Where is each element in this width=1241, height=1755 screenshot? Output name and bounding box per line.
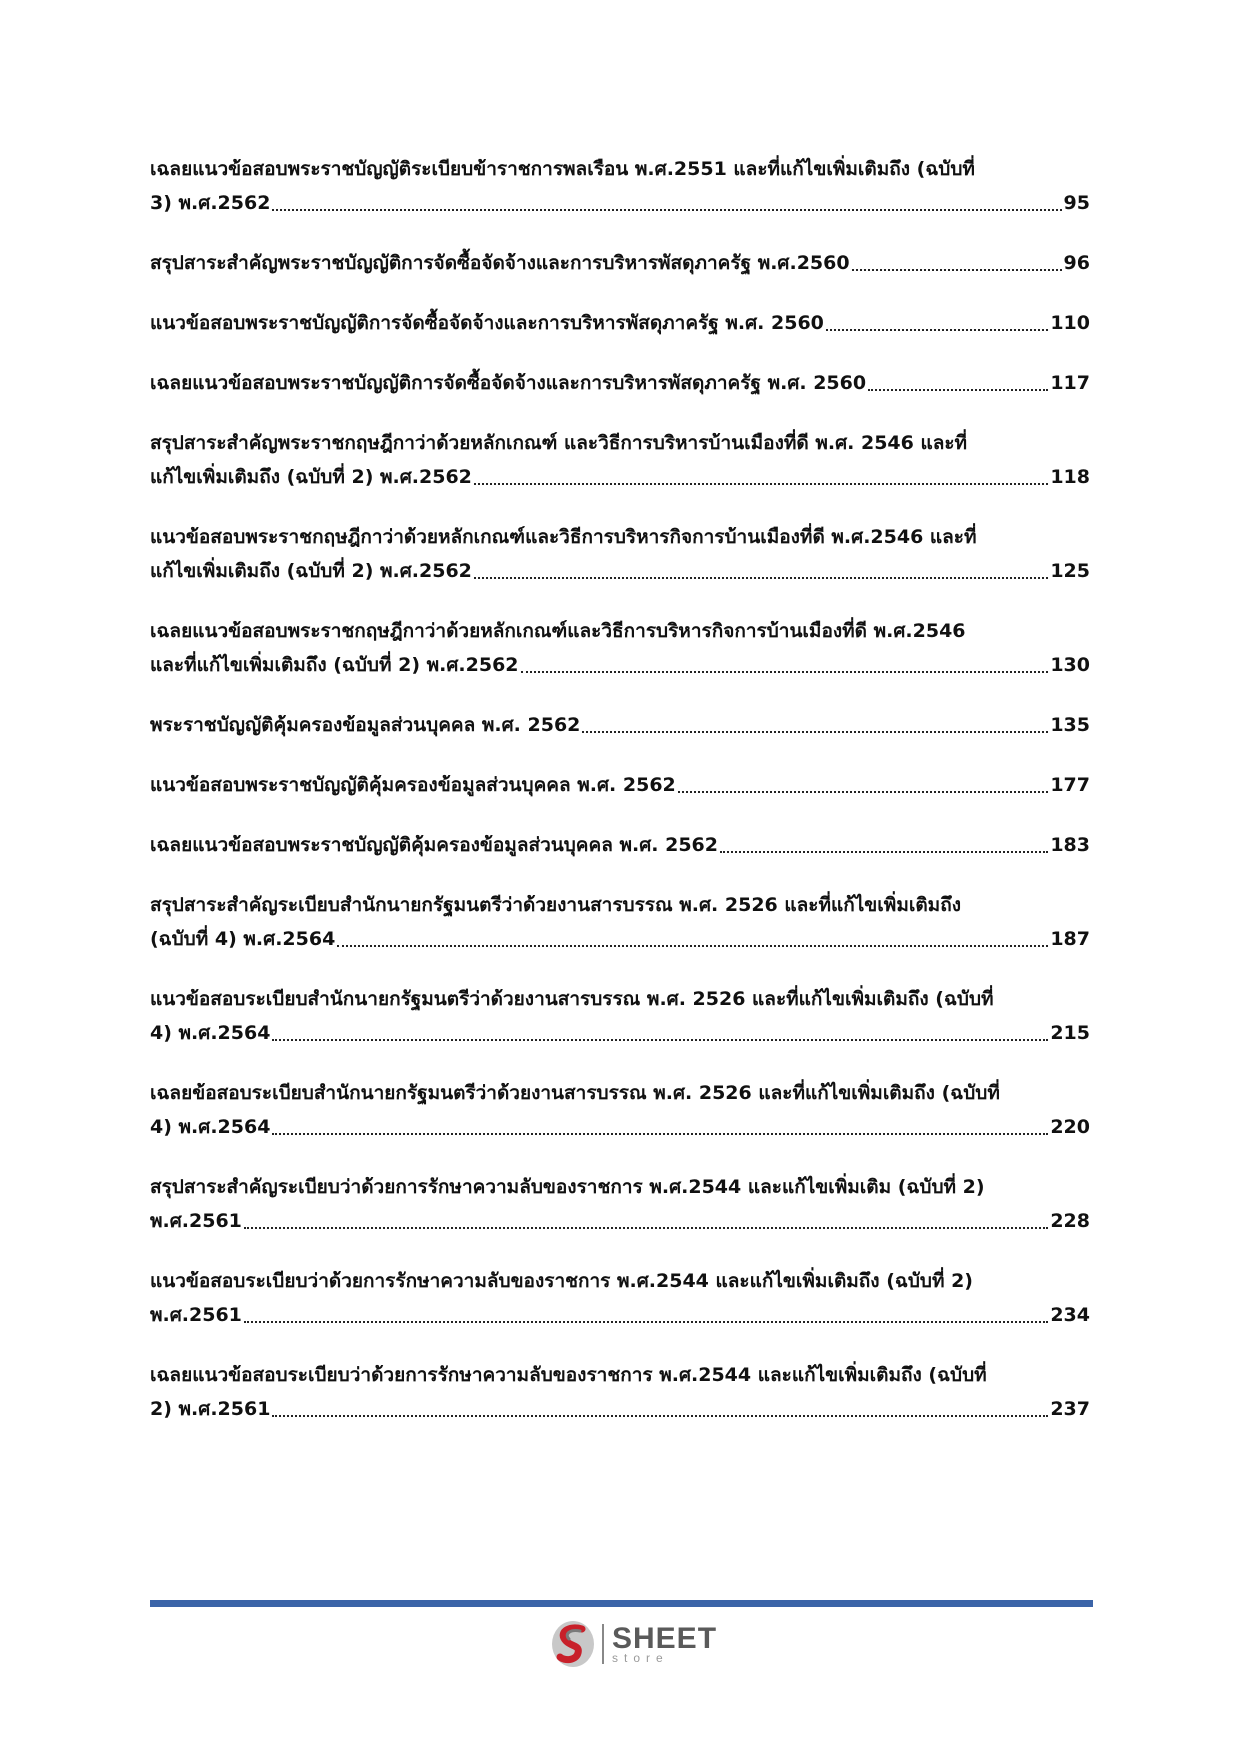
toc-entry-title-line2: แก้ไขเพิ่มเติมถึง (ฉบับที่ 2) พ.ศ.2562 (150, 466, 472, 488)
sheet-logo-icon (550, 1619, 596, 1669)
toc-leader-dots (244, 1321, 1048, 1323)
toc-entry[interactable] (150, 152, 1090, 220)
table-of-contents (150, 152, 1090, 1452)
logo-text (612, 1624, 717, 1664)
toc-entry-line2 (150, 1298, 1090, 1332)
toc-entry-line2 (150, 246, 1090, 280)
toc-entry-title-line1: เฉลยข้อสอบระเบียบสำนักนายกรัฐมนตรีว่าด้วยงานสารบรรณ พ.ศ. 2526 และที่แก้ไขเพิ่มเติมถึง (ฉบับที่ (150, 1082, 1000, 1104)
toc-entry-line2 (150, 828, 1090, 862)
toc-entry-title-line2: พระราชบัญญัติคุ้มครองข้อมูลส่วนบุคคล พ.ศ. 2562 (150, 714, 581, 736)
toc-entry-title-line2: 3) พ.ศ.2562 (150, 192, 271, 214)
toc-page-number: 125 (1050, 560, 1090, 582)
toc-entry-title-line2: แก้ไขเพิ่มเติมถึง (ฉบับที่ 2) พ.ศ.2562 (150, 560, 472, 582)
toc-entry-line2 (150, 922, 1090, 956)
toc-entry-title-line2: แนวข้อสอบพระราชบัญญัติการจัดซื้อจัดจ้างและการบริหารพัสดุภาครัฐ พ.ศ. 2560 (150, 312, 824, 334)
logo-sub-text: store (612, 1651, 669, 1665)
toc-entry[interactable] (150, 614, 1090, 682)
toc-leader-dots (521, 671, 1049, 673)
toc-entry-line2 (150, 306, 1090, 340)
toc-entry-line2 (150, 1204, 1090, 1238)
toc-entry-line2 (150, 186, 1090, 220)
toc-entry-line2 (150, 1110, 1090, 1144)
toc-entry-title-line2: เฉลยแนวข้อสอบพระราชบัญญัติคุ้มครองข้อมูลส่วนบุคคล พ.ศ. 2562 (150, 834, 718, 856)
toc-leader-dots (272, 1415, 1048, 1417)
toc-entry-title-line1: เฉลยแนวข้อสอบพระราชกฤษฎีกาว่าด้วยหลักเกณฑ์และวิธีการบริหารกิจการบ้านเมืองที่ดี พ.ศ.2546 (150, 620, 966, 642)
toc-page-number: 234 (1050, 1304, 1090, 1326)
toc-leader-dots (337, 945, 1048, 947)
toc-entry-title-line1: แนวข้อสอบพระราชกฤษฎีกาว่าด้วยหลักเกณฑ์และวิธีการบริหารกิจการบ้านเมืองที่ดี พ.ศ.2546 และที่ (150, 526, 977, 548)
toc-page-number: 228 (1050, 1210, 1090, 1232)
toc-entry-line2 (150, 460, 1090, 494)
toc-page-number: 237 (1050, 1398, 1090, 1420)
toc-entry-title-line1: สรุปสาระสำคัญระเบียบสำนักนายกรัฐมนตรีว่าด้วยงานสารบรรณ พ.ศ. 2526 และที่แก้ไขเพิ่มเติมถึง (150, 894, 961, 916)
toc-leader-dots (868, 389, 1048, 391)
toc-page-number: 177 (1050, 774, 1090, 796)
toc-entry-title-line2: พ.ศ.2561 (150, 1304, 242, 1326)
toc-entry-title-line1: เฉลยแนวข้อสอบระเบียบว่าด้วยการรักษาความลับของราชการ พ.ศ.2544 และแก้ไขเพิ่มเติมถึง (ฉบับที่ (150, 1364, 987, 1386)
toc-entry-title-line2: สรุปสาระสำคัญพระราชบัญญัติการจัดซื้อจัดจ้างและการบริหารพัสดุภาครัฐ พ.ศ.2560 (150, 252, 850, 274)
toc-entry-title-line1: แนวข้อสอบระเบียบสำนักนายกรัฐมนตรีว่าด้วยงานสารบรรณ พ.ศ. 2526 และที่แก้ไขเพิ่มเติมถึง (ฉบับที่ (150, 988, 994, 1010)
toc-entry-line2 (150, 554, 1090, 588)
toc-entry-line2 (150, 1016, 1090, 1050)
toc-leader-dots (852, 269, 1062, 271)
footer-rule (150, 1600, 1093, 1607)
toc-entry-title-line2: (ฉบับที่ 4) พ.ศ.2564 (150, 928, 336, 950)
toc-page-number: 110 (1050, 312, 1090, 334)
toc-entry[interactable] (150, 1076, 1090, 1144)
logo-separator (602, 1624, 604, 1664)
toc-entry-line2 (150, 768, 1090, 802)
toc-entry-title-line1: สรุปสาระสำคัญพระราชกฤษฎีกาว่าด้วยหลักเกณฑ์ และวิธีการบริหารบ้านเมืองที่ดี พ.ศ. 2546 และที่ (150, 432, 968, 454)
toc-page-number: 96 (1063, 252, 1090, 274)
toc-page-number: 118 (1050, 466, 1090, 488)
toc-leader-dots (474, 483, 1048, 485)
toc-leader-dots (474, 577, 1048, 579)
toc-entry-title-line2: แนวข้อสอบพระราชบัญญัติคุ้มครองข้อมูลส่วนบุคคล พ.ศ. 2562 (150, 774, 676, 796)
toc-leader-dots (678, 791, 1049, 793)
toc-leader-dots (244, 1227, 1048, 1229)
toc-page-number: 135 (1050, 714, 1090, 736)
toc-entry-line2 (150, 1392, 1090, 1426)
toc-entry[interactable] (150, 1358, 1090, 1426)
toc-leader-dots (720, 851, 1048, 853)
toc-entry-title-line2: และที่แก้ไขเพิ่มเติมถึง (ฉบับที่ 2) พ.ศ.2562 (150, 654, 519, 676)
toc-page-number: 183 (1050, 834, 1090, 856)
toc-entry[interactable] (150, 982, 1090, 1050)
toc-entry[interactable] (150, 1264, 1090, 1332)
sheet-store-logo (550, 1618, 717, 1670)
toc-entry-title-line2: 4) พ.ศ.2564 (150, 1116, 271, 1138)
toc-entry-line2 (150, 708, 1090, 742)
toc-leader-dots (582, 731, 1048, 733)
toc-leader-dots (272, 1133, 1048, 1135)
toc-entry-title-line2: พ.ศ.2561 (150, 1210, 242, 1232)
toc-entry-title-line2: 2) พ.ศ.2561 (150, 1398, 271, 1420)
toc-entry[interactable] (150, 306, 1090, 340)
toc-leader-dots (826, 329, 1048, 331)
toc-entry-line2 (150, 648, 1090, 682)
toc-entry-title-line2: เฉลยแนวข้อสอบพระราชบัญญัติการจัดซื้อจัดจ้างและการบริหารพัสดุภาครัฐ พ.ศ. 2560 (150, 372, 867, 394)
toc-entry[interactable] (150, 1170, 1090, 1238)
logo-main-text: SHEET (612, 1622, 718, 1655)
toc-entry-title-line2: 4) พ.ศ.2564 (150, 1022, 271, 1044)
toc-entry-title-line1: สรุปสาระสำคัญระเบียบว่าด้วยการรักษาความลับของราชการ พ.ศ.2544 และแก้ไขเพิ่มเติม (ฉบับที่ 2) (150, 1176, 985, 1198)
toc-leader-dots (272, 209, 1061, 211)
toc-page-number: 117 (1050, 372, 1090, 394)
toc-entry-title-line1: เฉลยแนวข้อสอบพระราชบัญญัติระเบียบข้าราชการพลเรือน พ.ศ.2551 และที่แก้ไขเพิ่มเติมถึง (ฉบับที่ (150, 158, 975, 180)
toc-entry[interactable] (150, 828, 1090, 862)
toc-entry-title-line1: แนวข้อสอบระเบียบว่าด้วยการรักษาความลับของราชการ พ.ศ.2544 และแก้ไขเพิ่มเติมถึง (ฉบับที่ 2) (150, 1270, 973, 1292)
toc-leader-dots (272, 1039, 1048, 1041)
toc-entry[interactable] (150, 366, 1090, 400)
toc-entry[interactable] (150, 426, 1090, 494)
toc-page-number: 130 (1050, 654, 1090, 676)
toc-entry[interactable] (150, 520, 1090, 588)
toc-page-number: 95 (1063, 192, 1090, 214)
toc-entry-line2 (150, 366, 1090, 400)
toc-page-number: 215 (1050, 1022, 1090, 1044)
toc-page-number: 187 (1050, 928, 1090, 950)
toc-entry[interactable] (150, 246, 1090, 280)
toc-page-number: 220 (1050, 1116, 1090, 1138)
toc-entry[interactable] (150, 708, 1090, 742)
toc-entry[interactable] (150, 888, 1090, 956)
toc-entry[interactable] (150, 768, 1090, 802)
